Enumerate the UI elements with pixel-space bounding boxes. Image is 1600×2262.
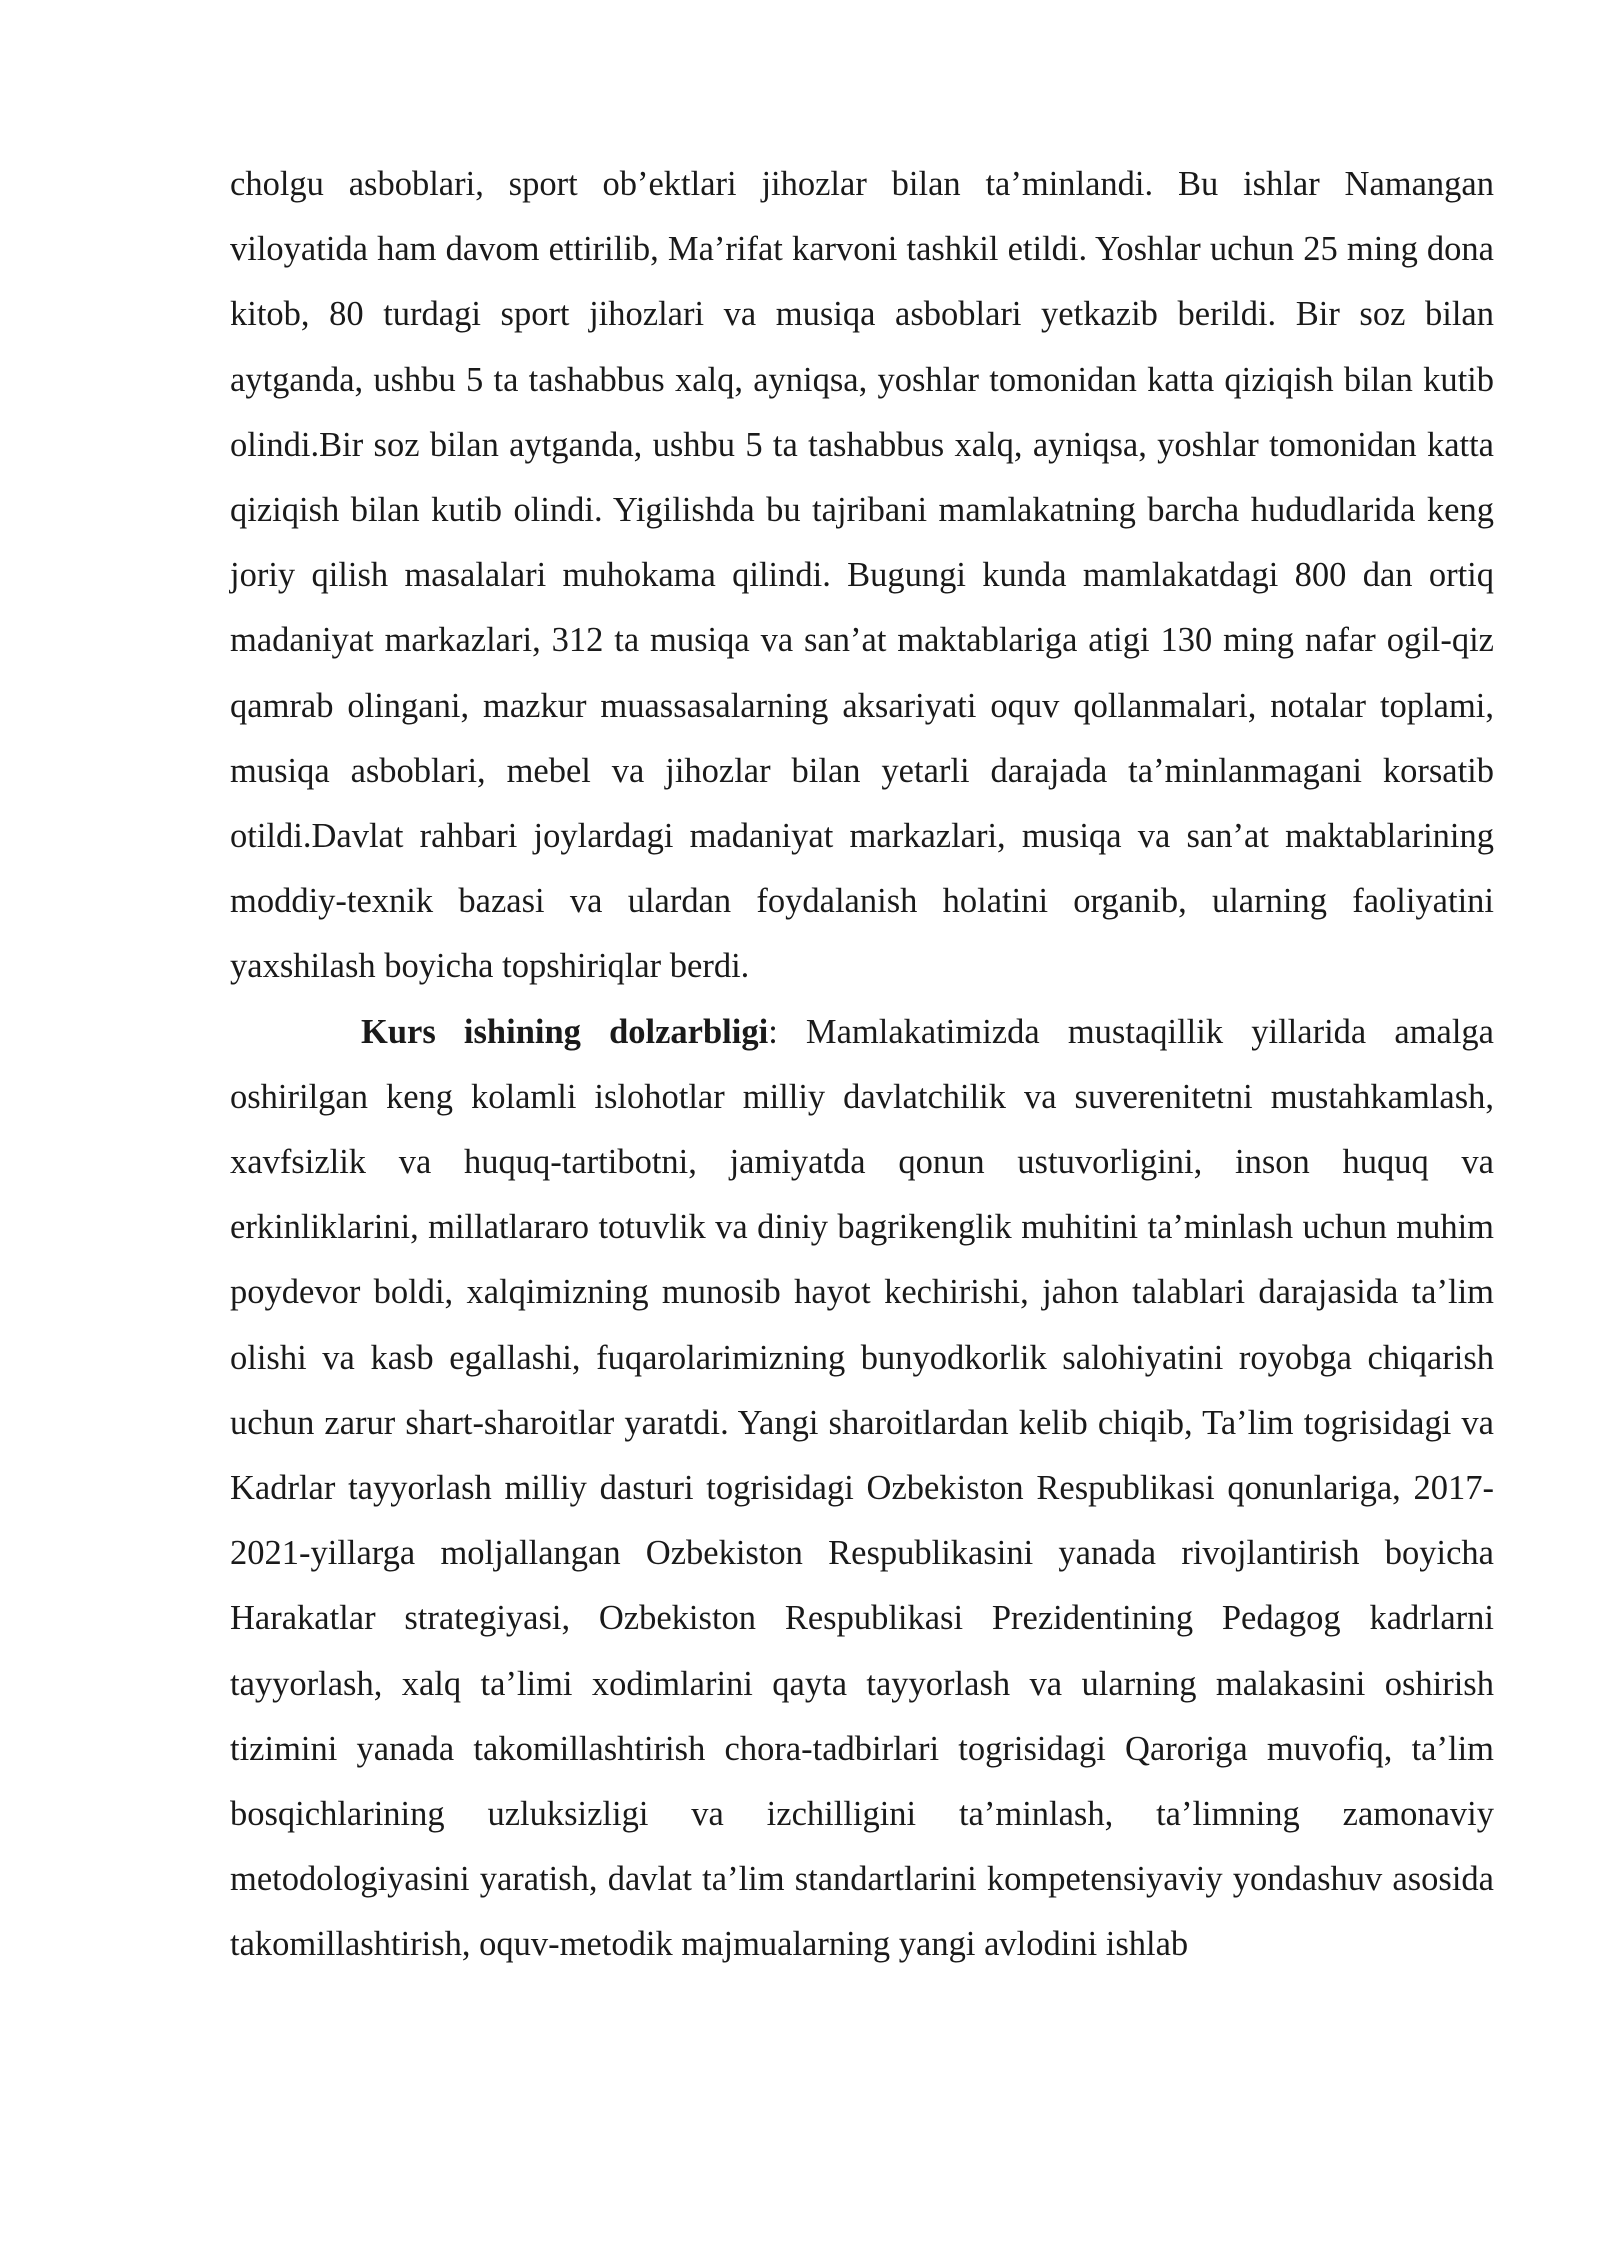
body-text [230, 152, 1494, 1978]
paragraph-relevance-text: : Mamlakatimizda mustaqillik yillarida amalga oshirilgan keng kolamli islohotlar milliy davlatchilik va suverenitetni mustahkamlash, xavfsizlik va huquq-tartibotni, jamiyatda qonun ustuvorligini, inson huquq va erkinliklarini, millatlararo totuvlik va diniy bagrikenglik muhitini ta’minlash uchun muhim poydevor boldi, xalqimizning munosib hayot kechirishi, jahon talablari darajasida ta’lim olishi va kasb egallashi, fuqarolarimizning bunyodkorlik salohiyatini royobga chiqarish uchun zarur shart-sharoitlar yaratdi. Yangi sharoitlardan kelib chiqib, Ta’lim togrisidagi va Kadrlar tayyorlash milliy dasturi togrisidagi Ozbekiston Respublikasi qonunlariga, 2017-2021-yillarga moljallangan Ozbekiston Respublikasini yanada rivojlantirish boyicha Harakatlar strategiyasi, Ozbekiston Respublikasi Prezidentining Pedagog kadrlarni tayyorlash, xalq ta’limi xodimlarini qayta tayyorlash va ularning malakasini oshirish tizimini yanada takomillashtirish chora-tadbirlari togrisidagi Qaroriga muvofiq, ta’lim bosqichlarining uzluksizligi va izchilligini ta’minlash, ta’limning zamonaviy metodologiyasini yaratish, davlat ta’lim standartlarini kompetensiyaviy yondashuv asosida takomillashtirish, oquv-metodik majmualarning yangi avlodini ishlab [230, 1012, 1494, 1964]
paragraph-continuation: cholgu asboblari, sport ob’ektlari jihozlar bilan ta’minlandi. Bu ishlar Namangan viloyatida ham davom ettirilib, Ma’rifat karvoni tashkil etildi. Yoshlar uchun 25 ming dona kitob, 80 turdagi sport jihozlari va musiqa asboblari yetkazib berildi. Bir soz bilan aytganda, ushbu 5 ta tashabbus xalq, ayniqsa, yoshlar tomonidan katta qiziqish bilan kutib olindi.Bir soz bilan aytganda, ushbu 5 ta tashabbus xalq, ayniqsa, yoshlar tomonidan katta qiziqish bilan kutib olindi. Yigilishda bu tajribani mamlakatning barcha hududlarida keng joriy qilish masalalari muhokama qilindi. Bugungi kunda mamlakatdagi 800 dan ortiq madaniyat markazlari, 312 ta musiqa va san’at maktablariga atigi 130 ming nafar ogil-qiz qamrab olingani, mazkur muassasalarning aksariyati oquv qollanmalari, notalar toplami, musiqa asboblari, mebel va jihozlar bilan yetarli darajada ta’minlanmagani korsatib otildi.Davlat rahbari joylardagi madaniyat markazlari, musiqa va san’at maktablarining moddiy-texnik bazasi va ulardan foydalanish holatini organib, ularning faoliyatini yaxshilash boyicha topshiriqlar berdi. [230, 165, 1494, 986]
paragraph-relevance [230, 1000, 1494, 1978]
paragraph-heading-relevance: Kurs ishining dolzarbligi [361, 1012, 769, 1051]
